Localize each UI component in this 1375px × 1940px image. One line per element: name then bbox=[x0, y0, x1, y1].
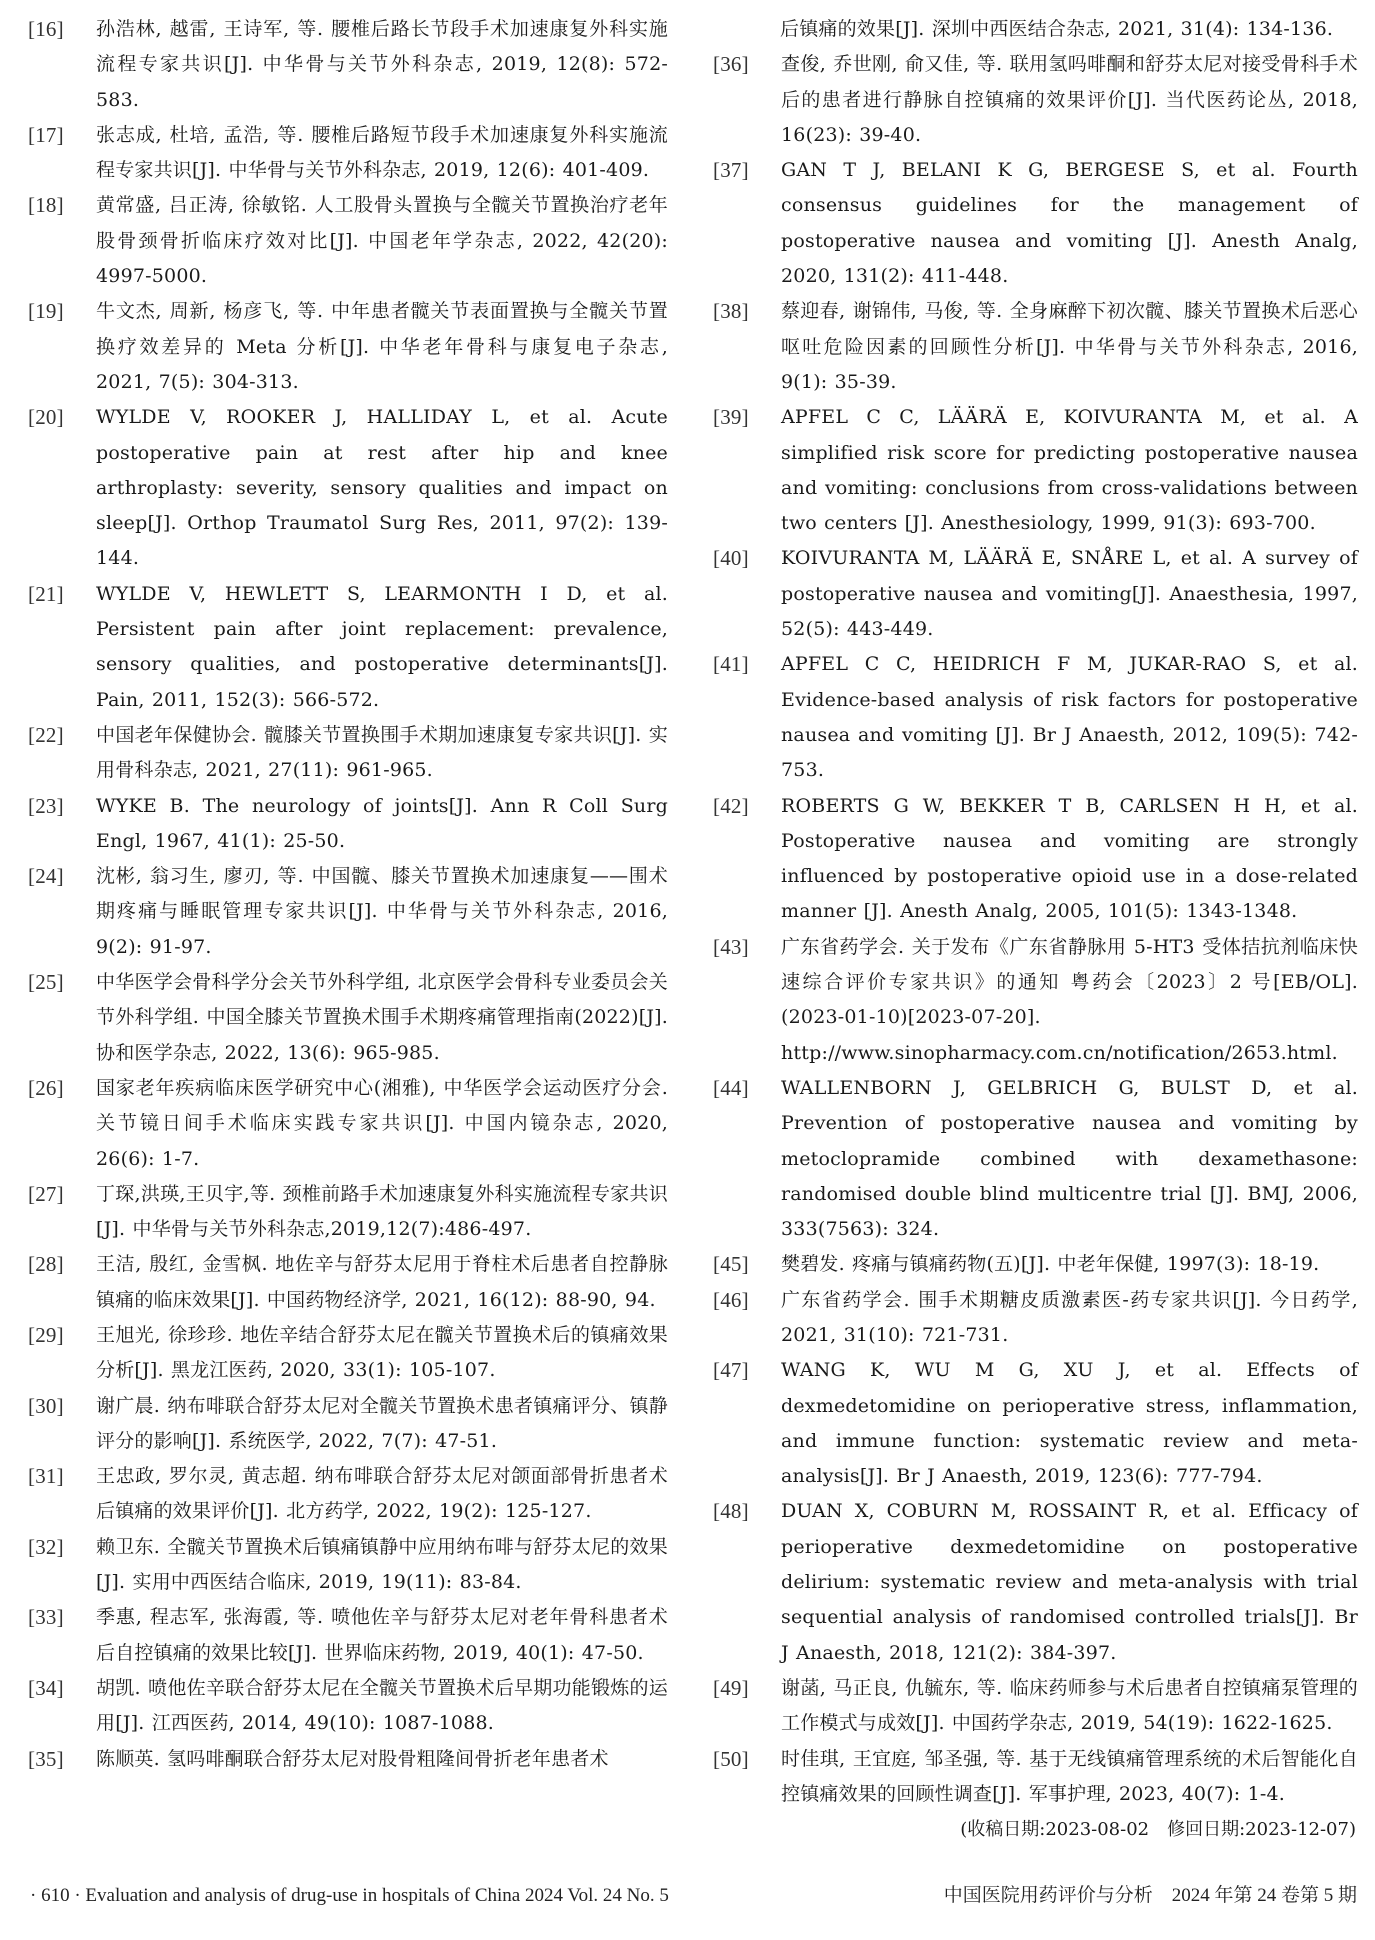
reference-number: [37] bbox=[713, 158, 749, 183]
reference-number: [34] bbox=[28, 1675, 64, 1700]
reference-item bbox=[713, 1353, 1358, 1494]
reference-item bbox=[28, 1742, 668, 1777]
received-revised-dates: (收稿日期:2023-08-02 修回日期:2023-12-07) bbox=[960, 1819, 1356, 1841]
reference-continuation bbox=[713, 12, 1358, 47]
reference-text: 国家老年疾病临床医学研究中心(湘雅), 中华医学会运动医疗分会. 关节镜日间手术临床实践专家共识[J]. 中国内镜杂志, 2020, 26(6): 1-7. bbox=[96, 1076, 668, 1170]
reference-item bbox=[28, 965, 668, 1071]
reference-text: 王忠政, 罗尔灵, 黄志超. 纳布啡联合舒芬太尼对颌面部骨折患者术后镇痛的效果评价[J]. 北方药学, 2022, 19(2): 125-127. bbox=[96, 1465, 668, 1523]
reference-number: [18] bbox=[28, 193, 64, 218]
reference-number: [23] bbox=[28, 793, 64, 818]
reference-number: [49] bbox=[713, 1675, 749, 1700]
reference-text: 孙浩林, 越雷, 王诗军, 等. 腰椎后路长节段手术加速康复外科实施流程专家共识[J]. 中华骨与关节外科杂志, 2019, 12(8): 572-583. bbox=[96, 18, 668, 111]
reference-item bbox=[713, 789, 1358, 930]
reference-item bbox=[713, 47, 1358, 153]
reference-text: DUAN X, COBURN M, ROSSAINT R, et al. Efficacy of perioperative dexmedetomidine on postoperative delirium: systematic review and meta-analysis with trial sequential analysis of randomised controlled trials[J]. Br J Anaesth, 2018, 121(2): 384-397. bbox=[781, 1500, 1358, 1664]
reference-item bbox=[28, 1671, 668, 1742]
reference-number: [31] bbox=[28, 1464, 64, 1489]
reference-list-left-column bbox=[28, 12, 668, 1777]
reference-item bbox=[713, 930, 1358, 1071]
reference-text: KOIVURANTA M, LÄÄRÄ E, SNÅRE L, et al. A survey of postoperative nausea and vomiting[J]. Anaesthesia, 1997, 52(5): 443-449. bbox=[781, 547, 1358, 641]
reference-number: [16] bbox=[28, 17, 64, 41]
reference-item bbox=[713, 1494, 1358, 1670]
reference-item bbox=[713, 1742, 1358, 1813]
reference-item bbox=[713, 1247, 1358, 1282]
reference-text: 蔡迎春, 谢锦伟, 马俊, 等. 全身麻醉下初次髋、膝关节置换术后恶心呕吐危险因素的回顾性分析[J]. 中华骨与关节外科杂志, 2016, 9(1): 35-39. bbox=[781, 300, 1358, 393]
reference-list bbox=[713, 47, 1358, 1812]
reference-item bbox=[28, 1318, 668, 1389]
reference-text: 谢广晨. 纳布啡联合舒芬太尼对全髋关节置换术患者镇痛评分、镇静评分的影响[J]. 系统医学, 2022, 7(7): 47-51. bbox=[96, 1394, 668, 1452]
reference-text: 后镇痛的效果[J]. 深圳中西医结合杂志, 2021, 31(4): 134-136. bbox=[780, 18, 1334, 40]
reference-item bbox=[28, 577, 668, 718]
reference-item bbox=[713, 400, 1358, 541]
page-footer-journal-chinese: 中国医院用药评价与分析 2024 年第 24 卷第 5 期 bbox=[943, 1885, 1357, 1906]
reference-item bbox=[28, 1600, 668, 1671]
reference-list-right-column bbox=[713, 12, 1358, 1847]
reference-number: [33] bbox=[28, 1605, 64, 1630]
reference-number: [24] bbox=[28, 864, 64, 889]
reference-text: 张志成, 杜培, 孟浩, 等. 腰椎后路短节段手术加速康复外科实施流程专家共识[J]. 中华骨与关节外科杂志, 2019, 12(6): 401-409. bbox=[96, 123, 668, 182]
reference-item bbox=[713, 294, 1358, 400]
reference-number: [17] bbox=[28, 122, 64, 147]
reference-text: WALLENBORN J, GELBRICH G, BULST D, et al. Prevention of postoperative nausea and vomiting by metoclopramide combined with dexamethasone: randomised double blind multicentre trial [J]. BMJ, 2006, 333(7563): 324. bbox=[781, 1076, 1358, 1241]
reference-text: 王旭光, 徐珍珍. 地佐辛结合舒芬太尼在髋关节置换术后的镇痛效果分析[J]. 黑龙江医药, 2020, 33(1): 105-107. bbox=[96, 1323, 668, 1382]
reference-text: APFEL C C, LÄÄRÄ E, KOIVURANTA M, et al. A simplified risk score for predicting postoperative nausea and vomiting: conclusions from cross-validations between two centers [J]. Anesthesiology, 1999, 91(3): 693-700. bbox=[781, 406, 1358, 535]
reference-item bbox=[713, 1071, 1358, 1247]
reference-number: [21] bbox=[28, 581, 64, 606]
reference-item bbox=[28, 1389, 668, 1460]
reference-text: WANG K, WU M G, XU J, et al. Effects of dexmedetomidine on perioperative stress, inflammation, and immune function: systematic review and meta-analysis[J]. Br J Anaesth, 2019, 123(6): 777-794. bbox=[781, 1359, 1358, 1488]
reference-text: 王洁, 殷红, 金雪枫. 地佐辛与舒芬太尼用于脊柱术后患者自控静脉镇痛的临床效果[J]. 中国药物经济学, 2021, 16(12): 88-90, 94. bbox=[96, 1253, 668, 1311]
reference-item bbox=[28, 188, 668, 294]
reference-number: [26] bbox=[28, 1075, 64, 1100]
reference-text: 陈顺英. 氢吗啡酮联合舒芬太尼对股骨粗隆间骨折老年患者术 bbox=[96, 1747, 609, 1770]
reference-number: [44] bbox=[713, 1075, 749, 1100]
reference-text: GAN T J, BELANI K G, BERGESE S, et al. Fourth consensus guidelines for the management of postoperative nausea and vomiting [J]. Anesth Analg, 2020, 131(2): 411-448. bbox=[781, 159, 1358, 288]
reference-number: [32] bbox=[28, 1534, 64, 1559]
reference-item bbox=[713, 153, 1358, 294]
reference-item bbox=[28, 118, 668, 189]
reference-text: 季惠, 程志军, 张海霞, 等. 喷他佐辛与舒芬太尼对老年骨科患者术后自控镇痛的效果比较[J]. 世界临床药物, 2019, 40(1): 47-50. bbox=[96, 1606, 668, 1664]
reference-item bbox=[713, 1671, 1358, 1742]
reference-text: 赖卫东. 全髋关节置换术后镇痛镇静中应用纳布啡与舒芬太尼的效果[J]. 实用中西医结合临床, 2019, 19(11): 83-84. bbox=[96, 1535, 668, 1594]
reference-number: [47] bbox=[713, 1358, 749, 1383]
reference-text: 中华医学会骨科学分会关节外科学组, 北京医学会骨科专业委员会关节外科学组. 中国全膝关节置换术围手术期疼痛管理指南(2022)[J]. 协和医学杂志, 2022, 13(6): 965-985. bbox=[96, 971, 668, 1064]
reference-text: 丁琛,洪瑛,王贝宇,等. 颈椎前路手术加速康复外科实施流程专家共识[J]. 中华骨与关节外科杂志,2019,12(7):486-497. bbox=[96, 1182, 668, 1241]
reference-item bbox=[28, 294, 668, 400]
reference-text: WYKE B. The neurology of joints[J]. Ann R Coll Surg Engl, 1967, 41(1): 25-50. bbox=[96, 794, 668, 852]
reference-text: 胡凯. 喷他佐辛联合舒芬太尼在全髋关节置换术后早期功能锻炼的运用[J]. 江西医药, 2014, 49(10): 1087-1088. bbox=[96, 1676, 668, 1735]
reference-text: 沈彬, 翁习生, 廖刃, 等. 中国髋、膝关节置换术加速康复——围术期疼痛与睡眠管理专家共识[J]. 中华骨与关节外科杂志, 2016, 9(2): 91-97. bbox=[96, 865, 668, 958]
reference-text: ROBERTS G W, BEKKER T B, CARLSEN H H, et al. Postoperative nausea and vomiting are strongly influenced by postoperative opioid use in a dose-related manner [J]. Anesth Analg, 2005, 101(5): 1343-1348. bbox=[781, 794, 1358, 923]
reference-number: [20] bbox=[28, 405, 64, 430]
reference-item bbox=[713, 541, 1358, 647]
reference-text: WYLDE V, ROOKER J, HALLIDAY L, et al. Acute postoperative pain at rest after hip and knee arthroplasty: severity, sensory qualities and impact on sleep[J]. Orthop Traumatol Surg Res, 2011, 97(2): 139-144. bbox=[96, 406, 668, 570]
reference-text: WYLDE V, HEWLETT S, LEARMONTH I D, et al. Persistent pain after joint replacement: prevalence, sensory qualities, and postoperative determinants[J]. Pain, 2011, 152(3): 566-572. bbox=[96, 582, 668, 711]
reference-text: 谢菡, 马正良, 仇毓东, 等. 临床药师参与术后患者自控镇痛泵管理的工作模式与成效[J]. 中国药学杂志, 2019, 54(19): 1622-1625. bbox=[781, 1676, 1358, 1735]
reference-item bbox=[28, 400, 668, 576]
reference-text: 查俊, 乔世刚, 俞又佳, 等. 联用氢吗啡酮和舒芬太尼对接受骨科手术后的患者进行静脉自控镇痛的效果评价[J]. 当代医药论丛, 2018, 16(23): 39-40. bbox=[781, 53, 1358, 146]
reference-number: [45] bbox=[713, 1252, 749, 1277]
reference-number: [40] bbox=[713, 546, 749, 571]
reference-item bbox=[28, 718, 668, 789]
reference-text: APFEL C C, HEIDRICH F M, JUKAR-RAO S, et al. Evidence-based analysis of risk factors for postoperative nausea and vomiting [J]. Br J Anaesth, 2012, 109(5): 742-753. bbox=[781, 653, 1358, 782]
reference-number: [35] bbox=[28, 1746, 64, 1771]
reference-text: 黄常盛, 吕正涛, 徐敏铭. 人工股骨头置换与全髋关节置换治疗老年股骨颈骨折临床疗效对比[J]. 中国老年学杂志, 2022, 42(20): 4997-5000. bbox=[96, 194, 668, 288]
reference-text: 广东省药学会. 关于发布《广东省静脉用 5-HT3 受体拮抗剂临床快速综合评价专家共识》的通知 粤药会〔2023〕2 号[EB/OL]. (2023-01-10)[2023-07-20]. http://www.sinopharmacy.com.cn/notification/2653.html. bbox=[781, 935, 1358, 1064]
reference-item bbox=[28, 859, 668, 965]
reference-number: [28] bbox=[28, 1252, 64, 1277]
reference-number: [22] bbox=[28, 722, 64, 747]
reference-number: [27] bbox=[28, 1181, 64, 1206]
reference-number: [43] bbox=[713, 934, 749, 959]
reference-item bbox=[28, 12, 668, 118]
page-footer-journal-english: · 610 · Evaluation and analysis of drug-use in hospitals of China 2024 Vol. 24 No. 5 bbox=[30, 1885, 669, 1906]
reference-number: [48] bbox=[713, 1499, 749, 1524]
reference-number: [25] bbox=[28, 970, 64, 995]
reference-number: [41] bbox=[713, 652, 749, 677]
reference-item bbox=[713, 1283, 1358, 1354]
reference-text: 时佳琪, 王宜庭, 邹圣强, 等. 基于无线镇痛管理系统的术后智能化自控镇痛效果的回顾性调查[J]. 军事护理, 2023, 40(7): 1-4. bbox=[781, 1747, 1358, 1805]
reference-text: 牛文杰, 周新, 杨彦飞, 等. 中年患者髋关节表面置换与全髋关节置换疗效差异的 Meta 分析[J]. 中华老年骨科与康复电子杂志, 2021, 7(5): 304-313. bbox=[96, 300, 668, 393]
reference-item bbox=[28, 1530, 668, 1601]
reference-number: [19] bbox=[28, 299, 64, 324]
reference-item bbox=[28, 1177, 668, 1248]
reference-item bbox=[28, 789, 668, 860]
reference-number: [50] bbox=[713, 1746, 749, 1771]
reference-text: 樊碧发. 疼痛与镇痛药物(五)[J]. 中老年保健, 1997(3): 18-19. bbox=[781, 1253, 1320, 1276]
reference-number: [38] bbox=[713, 299, 749, 324]
reference-number: [36] bbox=[713, 52, 749, 77]
reference-number: [29] bbox=[28, 1322, 64, 1347]
reference-text: 中国老年保健协会. 髋膝关节置换围手术期加速康复专家共识[J]. 实用骨科杂志, 2021, 27(11): 961-965. bbox=[96, 723, 668, 782]
reference-number: [46] bbox=[713, 1287, 749, 1312]
reference-number: [30] bbox=[28, 1393, 64, 1418]
reference-item bbox=[28, 1071, 668, 1177]
reference-item bbox=[28, 1247, 668, 1318]
reference-number: [39] bbox=[713, 405, 749, 430]
reference-text: 广东省药学会. 围手术期糖皮质激素医-药专家共识[J]. 今日药学, 2021, 31(10): 721-731. bbox=[781, 1288, 1358, 1346]
reference-number: [42] bbox=[713, 793, 749, 818]
reference-item bbox=[713, 647, 1358, 788]
reference-item bbox=[28, 1459, 668, 1530]
